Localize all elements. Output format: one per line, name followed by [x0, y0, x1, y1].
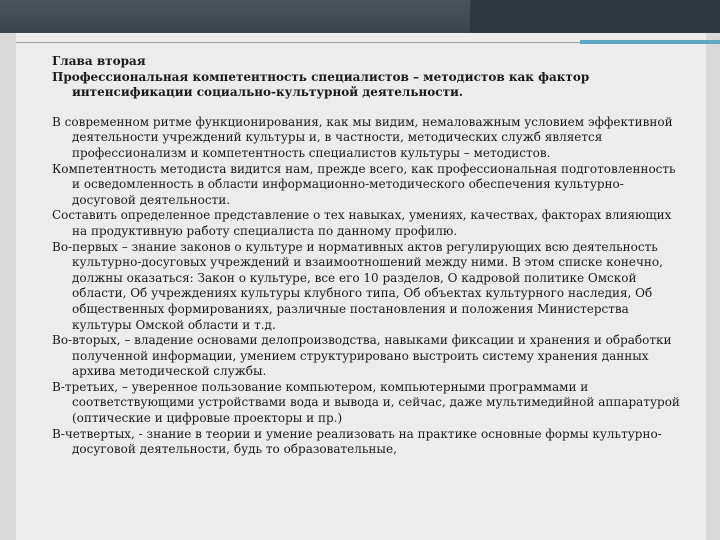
heading-block: [52, 54, 682, 101]
chapter-label: Глава вторая: [52, 54, 146, 68]
top-banner: [0, 0, 720, 33]
paragraph: В-четвертых, - знание в теории и умение реализовать на практике основные формы культурно-досуговой деятельности, будь то образовательные,: [52, 426, 662, 457]
accent-strip: [580, 40, 720, 44]
paragraph: В-третьих, – уверенное пользование компьютером, компьютерными программами и соответствующими устройствами вода и вывода и, сейчас, даже мультимедийной аппаратурой (оптические и цифровые проекторы и пр.): [52, 379, 680, 426]
paragraph: Составить определенное представление о тех навыках, умениях, качествах, факторах влияющих на продуктивную работу специалиста по данному профилю.: [52, 208, 672, 238]
chapter-title: Профессиональная компетентность специалистов – методистов как фактор интенсификации социально-культурной деятельности.: [52, 69, 590, 100]
slide-content: [52, 54, 682, 458]
divider-line: [16, 42, 580, 43]
paragraph: В современном ритме функционирования, как мы видим, немаловажным условием эффективной деятельности учреждений культуры и, в частности, методических служб является профессионализм и компетентность специалистов культуры – методистов.: [52, 114, 673, 160]
banner-left-panel: [0, 0, 470, 33]
body-text: [52, 115, 682, 458]
paragraph: Во-первых – знание законов о культуре и нормативных актов регулирующих всю деятельность культурно-досуговых учреждений и взаимоотношений между ними. В этом списке конечно, должны оказаться: Закон о культуре, все его 10 разделов, О кадровой политике Омской области, Об учреждениях культуры клубного типа, Об объектах культурного наследия, Об общественных формированиях, различные постановления и положения Министерства культуры Омской области и т.д.: [52, 239, 663, 332]
paragraph: Компетентность методиста видится нам, прежде всего, как профессиональная подготовленность и осведомленность в области информационно-методического обеспечения культурно-досуговой деятельности.: [52, 161, 676, 207]
banner-right-panel: [470, 0, 720, 33]
paragraph: Во-вторых, – владение основами делопроизводства, навыками фиксации и хранения и обработки полученной информации, умением структурировано выстроить систему хранения данных архива методической службы.: [52, 333, 672, 379]
